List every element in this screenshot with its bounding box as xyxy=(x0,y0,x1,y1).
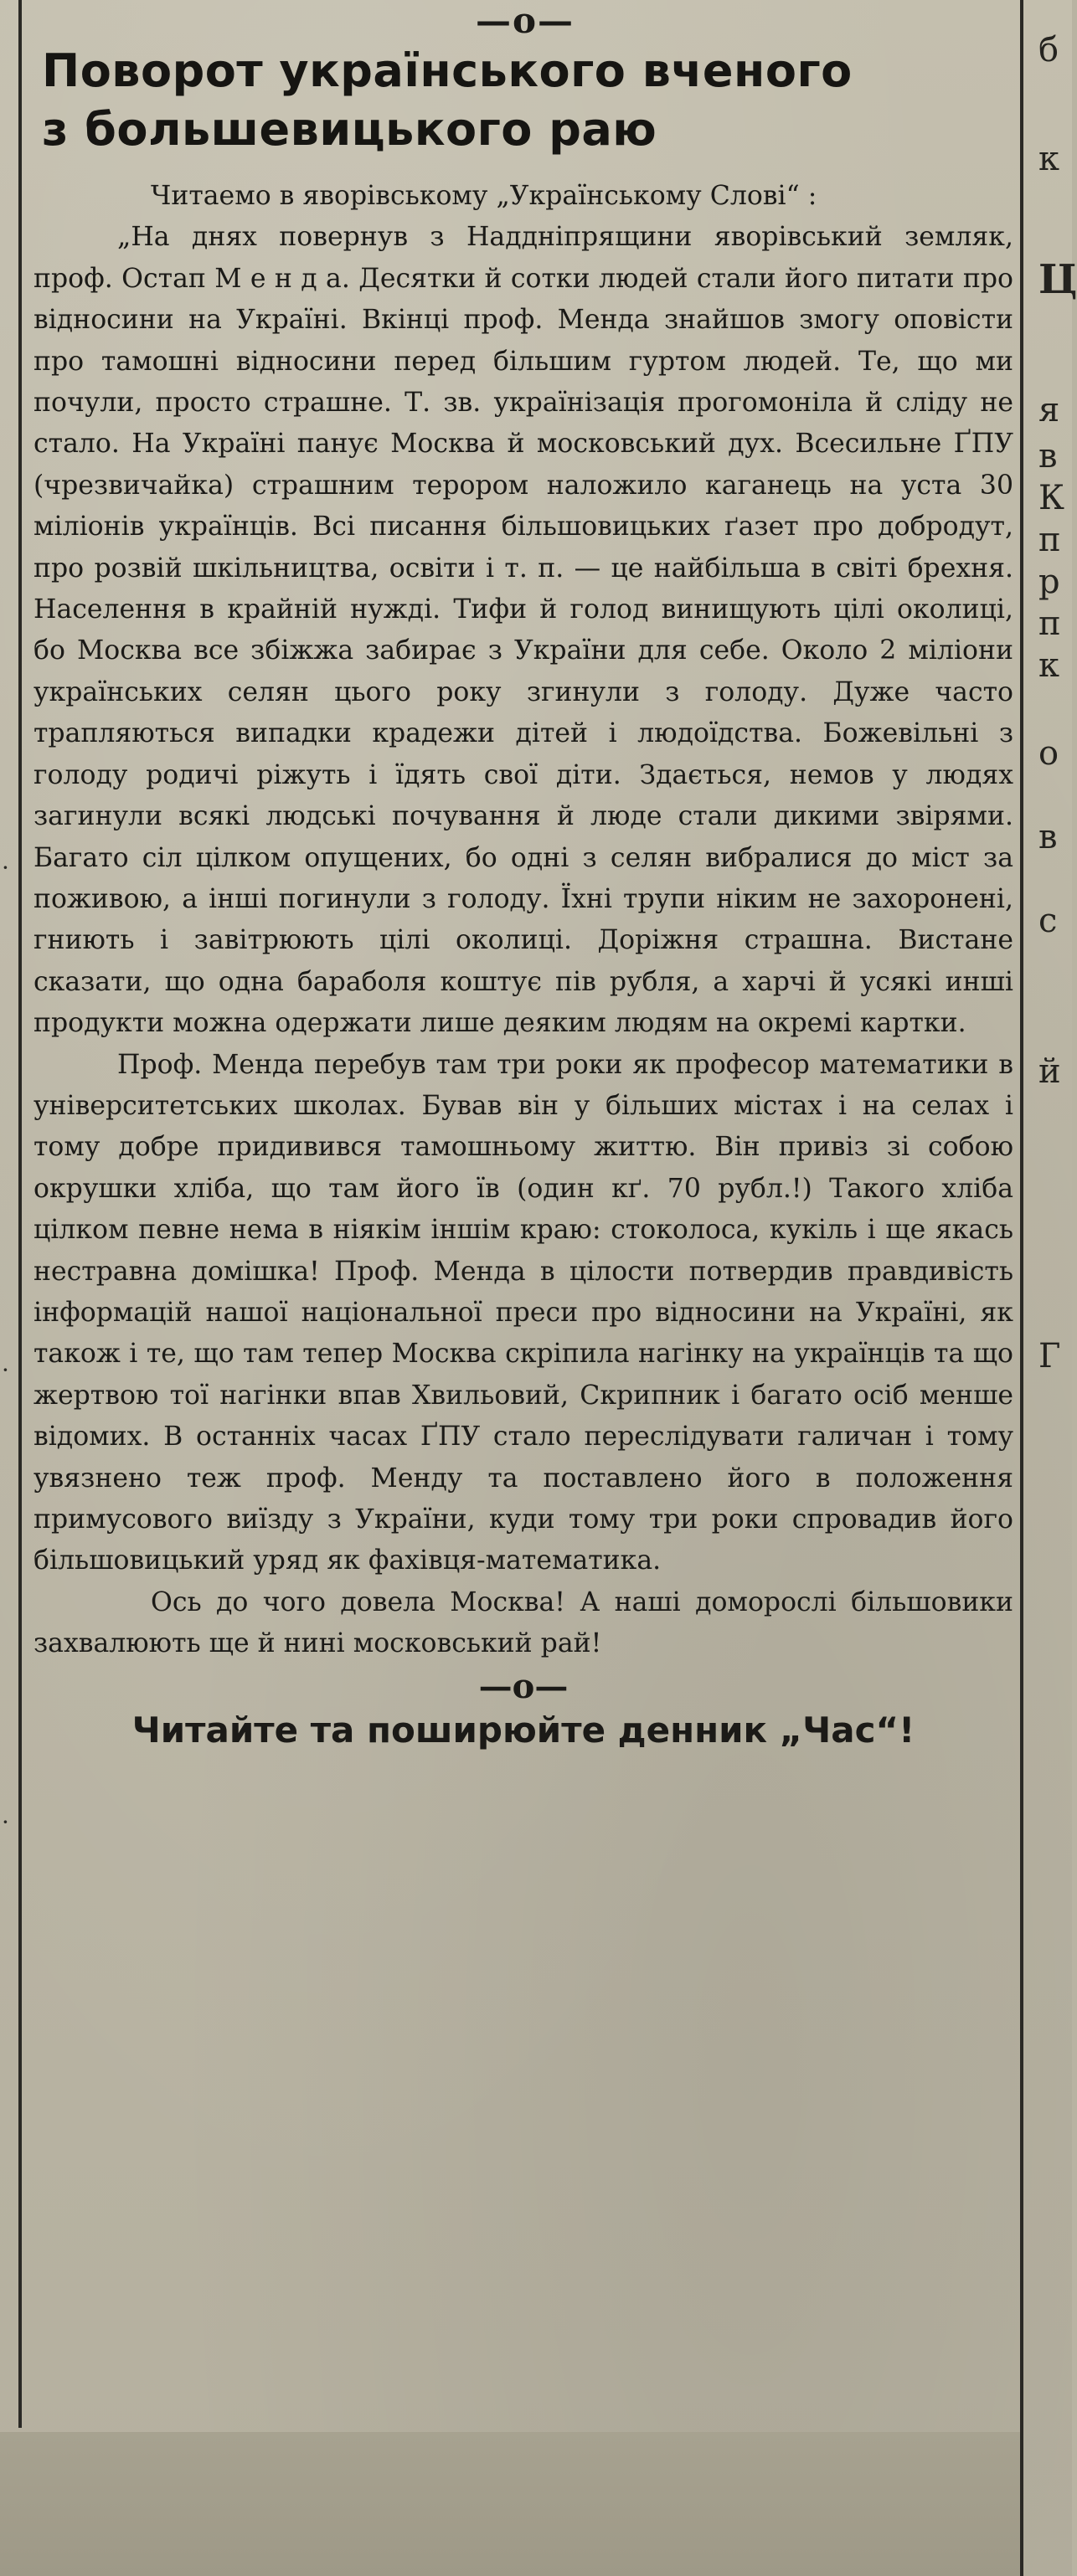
margin-fragment: о xyxy=(1038,734,1059,773)
margin-fragment: в xyxy=(1038,818,1058,856)
margin-fragment: к xyxy=(1038,140,1059,178)
source-line: Читаемо в яворівському „Українському Слові“ : xyxy=(151,181,817,211)
left-edge-marks xyxy=(0,0,17,2576)
margin-fragment: й xyxy=(1038,1052,1061,1091)
margin-fragment: р xyxy=(1038,563,1060,601)
call-to-action: Читайте та поширюйте денник „Час“! xyxy=(131,1709,915,1751)
adjacent-column-fragments xyxy=(1033,0,1077,2576)
edge-mark: · xyxy=(2,1808,9,1836)
edge-mark: · xyxy=(2,1356,9,1384)
margin-fragment: я xyxy=(1038,391,1060,429)
headline-line-1: Поворот українського вченого xyxy=(42,44,853,97)
second-paragraph: Проф. Менда перебув там три роки як професор математики в університетських школах. Бував він у більших містах і на селах і тому добре придивився тамошньому життю. Він привіз зі собою окрушки хліба, що там його їв (один кґ. 70 рубл.!) Такого хліба цілком певне нема в ніякім іншім краю: стоколоса, кукіль і ще якась нестравна домішка! Проф. Менда в цілости потвердив правдивість інформацій нашої національної преси про відносини на Україні, як також і те, що там тепер Москва скріпила нагінку на українців та що жертвою тої нагінки впав Хвильовий, Скрипник і багато осіб менше відомих. В останніх часах ҐПУ стало переслідувати галичан і тому увязнено теж проф. Менду та поставлено його в положення примусового виїзду з України, куди тому три роки спровадив його більшовицький уряд як фахівця-математика. xyxy=(33,1049,1013,1576)
right-column-rule xyxy=(1020,0,1023,2576)
margin-fragment: к xyxy=(1038,646,1059,685)
top-divider: —o— xyxy=(476,0,575,41)
margin-fragment: Ц xyxy=(1038,256,1077,303)
margin-fragment: п xyxy=(1038,521,1061,559)
margin-fragment: с xyxy=(1038,902,1058,940)
margin-fragment: п xyxy=(1038,604,1061,643)
edge-mark: · xyxy=(2,854,9,882)
headline-line-2: з большевицького раю xyxy=(42,103,657,156)
margin-fragment: Г xyxy=(1038,1337,1061,1375)
paper-background-bottom xyxy=(0,2432,1020,2576)
article-column xyxy=(33,42,1013,1754)
closing-paragraph: Ось до чого довела Москва! А наші доморослі більшовики захвалюють ще й нині московський рай! xyxy=(33,1586,1013,1659)
bottom-divider: —o— xyxy=(478,1666,569,1706)
left-column-rule xyxy=(18,0,22,2428)
margin-fragment: в xyxy=(1038,437,1058,476)
quote-paragraph: „На днях повернув з Наддніпрящини яворівський земляк, проф. Остап М е н д а. Десятки й сотки людей стали його питати про відносини на Україні. Вкінці проф. Менда знайшов змогу оповісти про тамошні відносини перед більшим гуртом людей. Те, що ми почули, просто страшне. Т. зв. українізація прогомоніла й сліду не стало. На Україні панує Москва й московський дух. Всесильне ҐПУ (чрезвичайка) страшним терором наложило каганець на уста 30 міліонів українців. Всі писання більшовицьких ґазет про добродут, про розвій шкільництва, освіти і т. п. — це найбільша в світі брехня. Населення в крайній нужді. Тифи й голод винищують цілі околиці, бо Москва все збіжжа забирає з України для себе. Около 2 міліони українських селян цього року згинули з голоду. Дуже часто трапляються випадки крадежи дітей і людоїдства. Божевільні з голоду родичі ріжуть і їдять свої діти. Здається, немов у людях загинули всякі людські почування й люде стали дикими звірями. Багато сіл цілком опущених, бо одні з селян вибралися до міст за поживою, а інші погинули з голоду. Їхні трупи ніким не захоронені, гниють і завітрюють цілі околиці. Доріжня страшна. Вистане сказати, що одна бараболя коштує пів рубля, а харчі й усякі инші продукти можна одержати лише деяким людям на окремі картки. xyxy=(33,222,1013,1039)
margin-fragment: б xyxy=(1038,31,1059,69)
margin-fragment: К xyxy=(1038,479,1064,517)
article-headline xyxy=(42,42,1013,159)
